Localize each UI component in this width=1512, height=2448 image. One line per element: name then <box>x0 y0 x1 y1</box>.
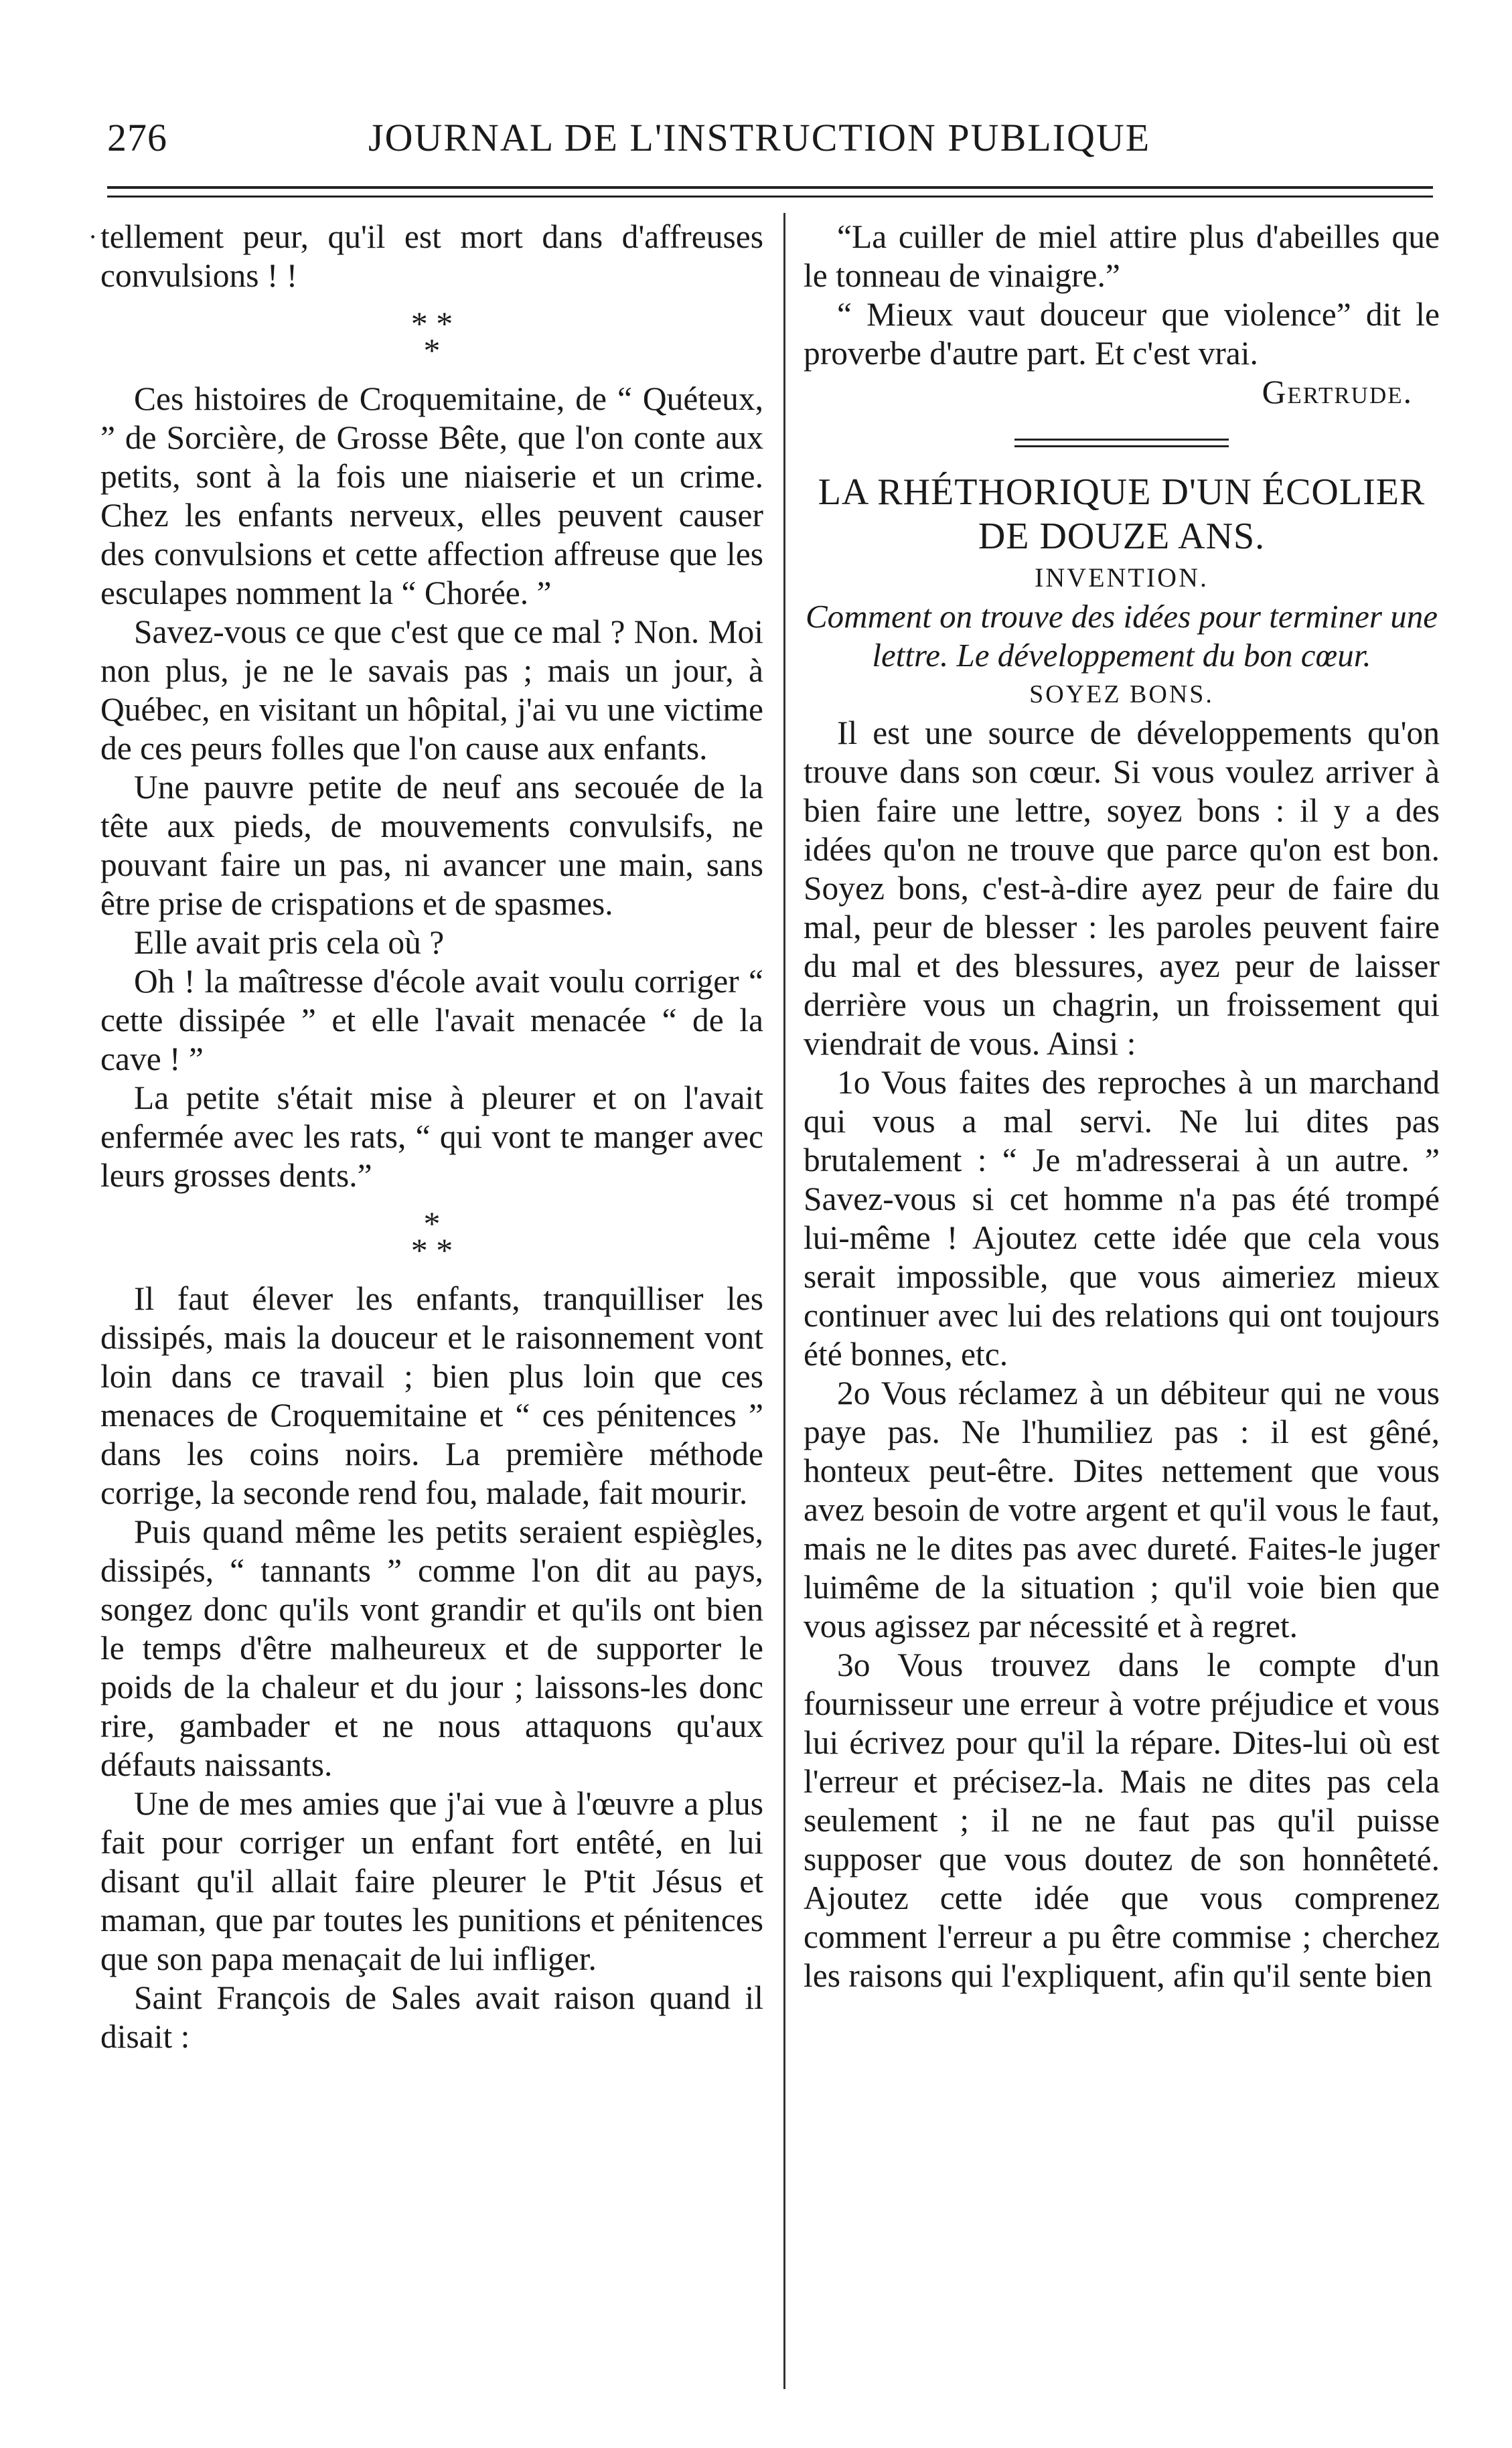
paragraph: Savez-vous ce que c'est que ce mal ? Non. Moi non plus, je ne le savais pas ; mais un jour, à Québec, en visitant un hôpital, j'ai vu une victime de ces peurs folles que l'on cause aux enfants. <box>100 613 763 767</box>
paragraph: Il est une source de développements qu'on trouve dans son cœur. Si vous voulez arriver à bien faire une lettre, soyez bons : il y a des idées qu'on ne trouve que parce qu'on est bon. Soyez bons, c'est-à-dire ayez peur de faire du mal, peur de blesser : les paroles peuvent faire du mal et des blessures, ayez peur de laisser derrière vous un chagrin, un froissement qui viendrait de vous. Ainsi : <box>804 714 1440 1062</box>
article-title-line-2: DE DOUZE ANS. <box>978 516 1266 557</box>
column-divider <box>783 213 785 2389</box>
paragraph: Elle avait pris cela où ? <box>134 924 445 961</box>
margin-mark: · <box>88 222 98 252</box>
paragraph: Puis quand même les petits seraient espiègles, dissipés, “ tannants ” comme l'on dit au pays, songez donc qu'ils vont grandir et qu'ils ont bien le temps d'être malheureux et de supporter le poids de la chaleur et du jour ; laissons-les donc rire, gambader et ne nous attaquons qu'aux défauts naissants. <box>100 1513 763 1783</box>
paragraph: La petite s'était mise à pleurer et on l'avait enfermée avec les rats, “ qui vont te manger avec leurs grosses dents.” <box>100 1079 763 1194</box>
paragraph: 1o Vous faites des reproches à un marchand qui vous a mal servi. Ne lui dites pas brutalement : “ Je m'adresserai à un autre. ” Savez-vous si cet homme n'a pas été trompé lui-même ! Ajoutez cette idée que cela vous serait impossible, que vous aimeriez mieux continuer avec lui des relations qui ont toujours été bonnes, etc. <box>804 1064 1440 1373</box>
section-separator <box>1014 439 1229 447</box>
running-head: JOURNAL DE L'INSTRUCTION PUBLIQUE <box>368 116 1151 159</box>
paragraph: tellement peur, qu'il est mort dans d'affreuses convulsions ! ! <box>100 218 763 294</box>
article-description: Comment on trouve des idées pour terminer une lettre. Le développement du bon cœur. <box>806 598 1438 674</box>
paragraph: 3o Vous trouvez dans le compte d'un fournisseur une erreur à votre préjudice et vous lui écrivez pour qu'il la répare. Dites-lui où est l'erreur et précisez-la. Mais ne dites pas cela seulement ; il ne ne faut pas qu'il puisse supposer que vous doutez de son honnêteté. Ajoutez cette idée que vous comprenez comment l'erreur a pu être commise ; cherchez les raisons qui l'expliquent, afin qu'il sente bien <box>804 1647 1440 1994</box>
left-column <box>100 218 763 2056</box>
header-rule <box>107 186 1433 189</box>
header-rule-secondary <box>107 196 1433 198</box>
quotation: “ Mieux vaut douceur que violence” dit le proverbe d'autre part. Et c'est vrai. <box>804 296 1440 372</box>
page-header <box>100 115 1433 169</box>
asterism-ornament: * * * <box>410 305 453 369</box>
paragraph: Une pauvre petite de neuf ans secouée de la tête aux pieds, de mouvements convulsifs, ne pouvant faire un pas, ni avancer une main, sans être prise de crispations et de spasmes. <box>100 769 763 922</box>
paragraph: Il faut élever les enfants, tranquilliser les dissipés, mais la douceur et le raisonnement vont loin dans ce travail ; bien plus loin que ces menaces de Croquemitaine et “ ces pénitences ” dans les coins noirs. La première méthode corrige, la seconde rend fou, malade, fait mourir. <box>100 1280 763 1511</box>
section-label: SOYEZ BONS. <box>1029 680 1214 708</box>
paragraph: Une de mes amies que j'ai vue à l'œuvre a plus fait pour corriger un enfant fort entêté, en lui disant qu'il allait faire pleurer le P'tit Jésus et maman, que par toutes les punitions et pénitences que son papa menaçait de lui infliger. <box>100 1785 763 1977</box>
author-byline: Gertrude. <box>1262 374 1413 410</box>
article-subtitle: INVENTION. <box>1035 562 1209 593</box>
page-number: 276 <box>107 116 167 159</box>
article-title: LA RHÉTHORIQUE D'UN ÉCOLIER <box>818 471 1426 513</box>
right-column <box>804 218 1440 1995</box>
paragraph: Saint François de Sales avait raison quand il disait : <box>100 1979 763 2055</box>
quotation: “La cuiller de miel attire plus d'abeilles que le tonneau de vinaigre.” <box>804 218 1440 294</box>
asterism-ornament: * * * <box>410 1205 453 1269</box>
paragraph: Ces histoires de Croquemitaine, de “ Quéteux, ” de Sorcière, de Grosse Bête, que l'on conte aux petits, sont à la fois une niaiserie et un crime. Chez les enfants nerveux, elles peuvent causer des convulsions et cette affection affreuse que les esculapes nomment la “ Chorée. ” <box>100 380 763 611</box>
paragraph: Oh ! la maîtresse d'école avait voulu corriger “ cette dissipée ” et elle l'avait menacée “ de la cave ! ” <box>100 963 763 1077</box>
paragraph: 2o Vous réclamez à un débiteur qui ne vous paye pas. Ne l'humiliez pas : il est gêné, honteux peut-être. Dites nettement que vous avez besoin de votre argent et qu'il vous le faut, mais ne le dites pas avec dureté. Faites-le juger luimême de la situation ; qu'il voie bien que vous agissez par nécessité et à regret. <box>804 1375 1440 1644</box>
